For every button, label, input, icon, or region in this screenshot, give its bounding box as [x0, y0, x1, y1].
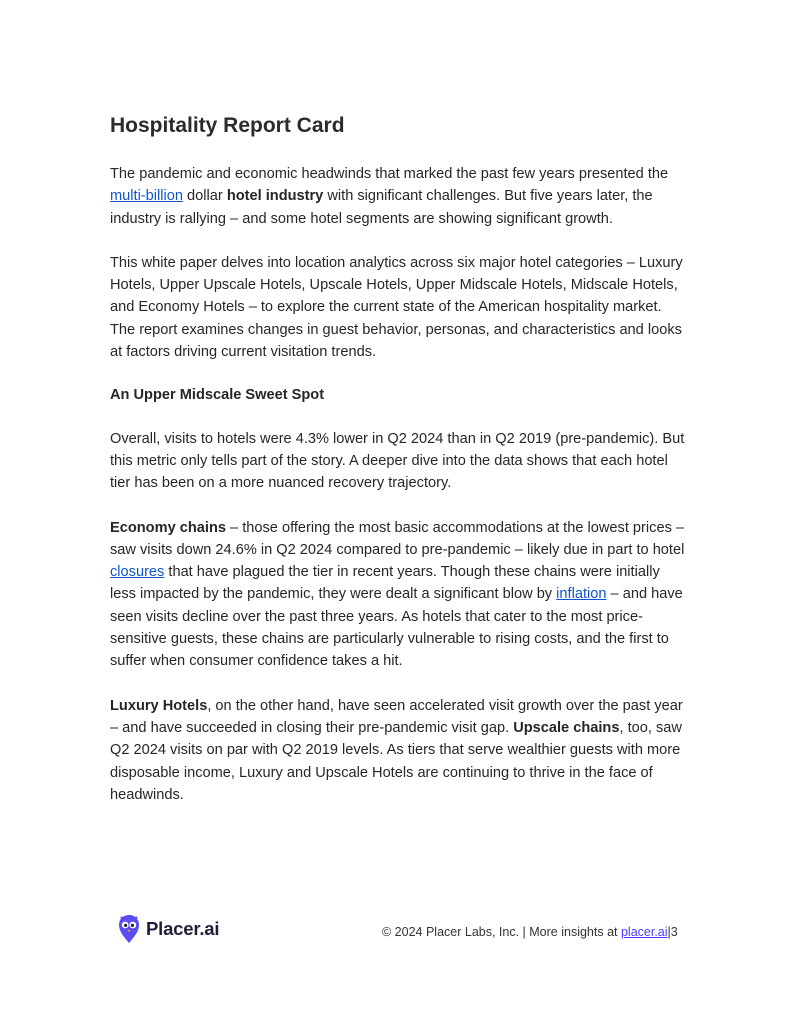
- copyright-text: © 2024 Placer Labs, Inc. | More insights at: [382, 925, 621, 939]
- text-run: , on the other hand, have seen accelerated visit growth over the past year – and have succeeded in closing their pre-pandemic visit gap.: [110, 697, 683, 736]
- bold-text: Economy chains: [110, 519, 226, 536]
- placer-ai-link[interactable]: placer.ai: [620, 925, 668, 939]
- bold-text: hotel industry: [226, 188, 324, 205]
- luxury-paragraph: [110, 695, 685, 806]
- page-title: Hospitality Report Card: [110, 114, 345, 137]
- placer-owl-icon: [118, 914, 140, 944]
- text-run: – those offering the most basic accommodations at the lowest prices – saw visits down 24.6% in Q2 2024 compared to pre-pandemic – likely due in part to hotel: [110, 519, 685, 558]
- footer-text: [382, 925, 678, 939]
- page-separator: |: [667, 925, 671, 939]
- overview-paragraph: Overall, visits to hotels were 4.3% lower in Q2 2024 than in Q2 2019 (pre-pandemic). But this metric only tells part of the story. A deeper dive into the data shows that each hotel tier has been on a more nuanced recovery trajectory.: [110, 430, 685, 492]
- page-number: 3: [670, 925, 678, 939]
- text-run: dollar: [183, 188, 227, 205]
- text-run: that have plagued the tier in recent years. Though these chains were initially less impacted by the pandemic, they were dealt a significant blow by: [110, 564, 660, 603]
- multi-billion-link[interactable]: multi-billion: [110, 188, 183, 205]
- bold-text: Luxury Hotels: [110, 697, 208, 714]
- section-subheading: An Upper Midscale Sweet Spot: [110, 387, 325, 404]
- logo-text: Placer.ai: [146, 918, 220, 939]
- placer-logo: [118, 912, 219, 946]
- closures-link[interactable]: closures: [110, 564, 165, 581]
- text-run: , too, saw Q2 2024 visits on par with Q2 2019 levels. As tiers that serve wealthier guests with more disposable income, Luxury and Upscale Hotels are continuing to thrive in the face of headwinds.: [110, 719, 682, 803]
- intro-paragraph: [110, 163, 685, 230]
- scope-paragraph: This white paper delves into location analytics across six major hotel categories – Luxury Hotels, Upper Upscale Hotels, Upscale Hotels, Upper Midscale Hotels, Midscale Hotels, and Economy Hotels – to explore the current state of the American hospitality market. The report examines changes in guest behavior, personas, and characteristics and looks at factors driving current visitation trends.: [110, 254, 683, 361]
- text-run: The pandemic and economic headwinds that marked the past few years presented the: [110, 166, 669, 182]
- text-run: – and have seen visits decline over the past three years. As hotels that cater to the most price-sensitive guests, these chains are particularly vulnerable to rising costs, and the first to suffer when consumer confidence takes a hit.: [110, 586, 683, 670]
- page-content: [110, 111, 685, 806]
- text-run: with significant challenges. But five years later, the industry is rallying – and some hotel segments are showing significant growth.: [110, 188, 653, 227]
- bold-text: Upscale chains: [513, 719, 620, 736]
- economy-paragraph: [110, 517, 685, 673]
- inflation-link[interactable]: inflation: [556, 586, 607, 603]
